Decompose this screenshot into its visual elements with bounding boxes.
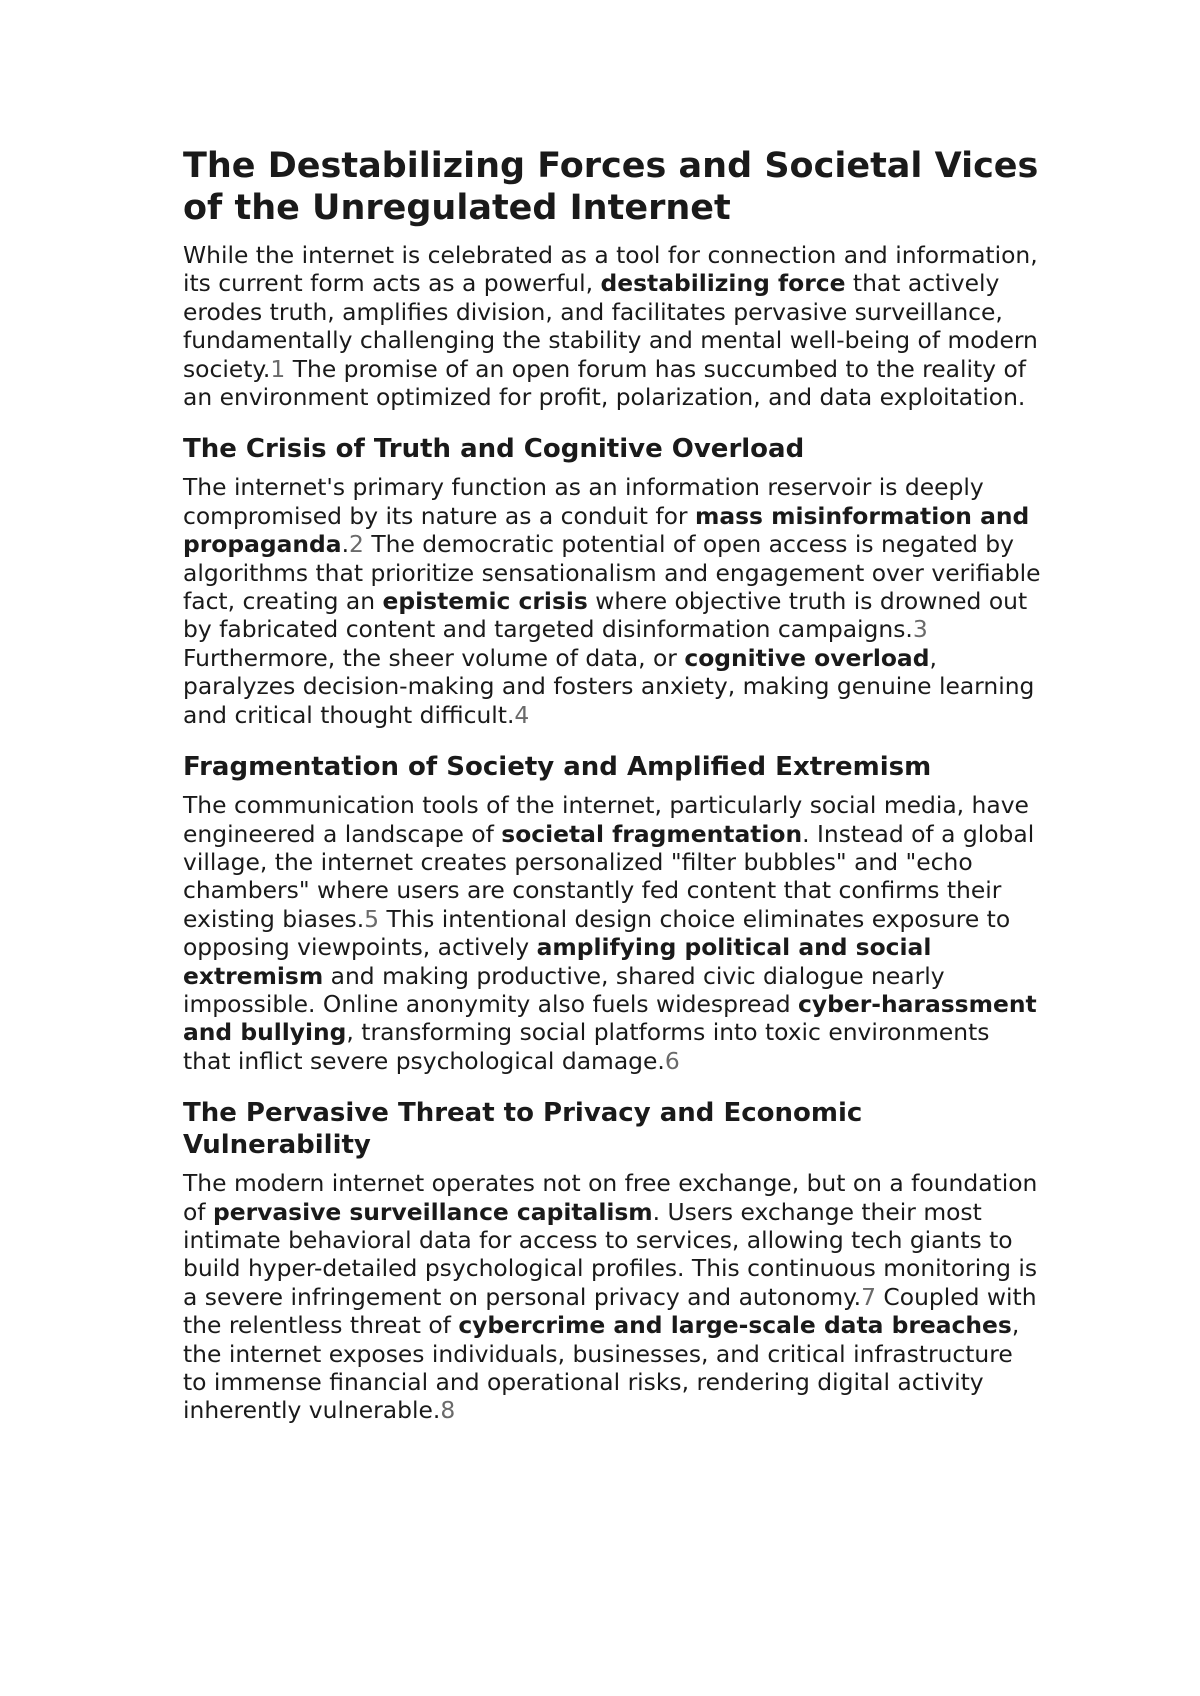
text-span: , the internet exposes individuals, businesses, and critical infrastructure to immense financial and operational risks, rendering digital activity inherently vulnerable.: [183, 1311, 1020, 1425]
text-span: that actively erodes truth, amplifies division, and facilitates pervasive surveillance, fundamentally challenging the stability and mental well-being of modern society.: [183, 269, 1038, 383]
text-span: . Instead of a global village, the internet creates personalized "filter bubbles" and "echo chambers" where users are constantly fed content that confirms their existing biases.: [183, 819, 1035, 933]
text-span: Coupled with the relentless threat of: [183, 1282, 1037, 1340]
document-page: [183, 145, 1043, 1447]
bold-phrase: mass misinformation and propaganda: [183, 501, 1030, 559]
text-span: , transforming social platforms into toxic environments that inflict severe psychological damage.: [183, 1018, 990, 1075]
section-paragraph-privacy: [183, 1169, 1043, 1425]
text-span: , paralyzes decision-making and fosters anxiety, making genuine learning and critical thought difficult.: [183, 643, 1035, 729]
text-span: .: [341, 530, 350, 559]
intro-paragraph: [183, 241, 1043, 411]
text-span: The modern internet operates not on free exchange, but on a foundation of: [183, 1169, 1038, 1226]
bold-phrase: cybercrime and large-scale data breaches: [458, 1311, 1012, 1340]
footnote-ref: 5: [364, 904, 380, 933]
footnote-ref: 1: [270, 354, 286, 383]
text-span: where objective truth is drowned out by fabricated content and targeted disinformation campaigns.: [183, 587, 1028, 644]
section-heading-truth: The Crisis of Truth and Cognitive Overload: [183, 434, 805, 465]
document-title: The Destabilizing Forces and Societal Vices of the Unregulated Internet: [183, 146, 1039, 228]
bold-phrase: cognitive overload: [684, 643, 930, 672]
section-heading-fragmentation: Fragmentation of Society and Amplified Extremism: [183, 752, 932, 783]
footnote-ref: 2: [349, 530, 364, 559]
bold-phrase: cyber-harassment and bullying: [183, 989, 1037, 1047]
text-span: This intentional design choice eliminates exposure to opposing viewpoints, actively: [183, 904, 1011, 962]
bold-phrase: pervasive surveillance capitalism: [212, 1197, 653, 1226]
footnote-ref: 6: [664, 1046, 680, 1075]
section-paragraph-truth: [183, 473, 1043, 729]
bold-phrase: destabilizing force: [600, 269, 846, 298]
section-paragraph-fragmentation: [183, 791, 1043, 1075]
footnote-ref: 4: [514, 700, 530, 729]
footnote-ref: 3: [912, 615, 928, 644]
text-span: Furthermore, the sheer volume of data, or: [183, 643, 685, 672]
text-span: The promise of an open forum has succumbed to the reality of an environment optimized for profit, polarization, and data exploitation.: [183, 354, 1026, 412]
text-span: The democratic potential of open access is negated by algorithms that prioritize sensationalism and engagement over verifiable fact, creating an: [183, 530, 1041, 616]
bold-phrase: epistemic crisis: [382, 587, 588, 616]
text-span: and making productive, shared civic dialogue nearly impossible. Online anonymity also fuels widespread: [183, 961, 945, 1018]
footnote-ref: 7: [861, 1282, 876, 1311]
text-span: . Users exchange their most intimate behavioral data for access to services, allowing tech giants to build hyper-detailed psychological profiles. This continuous monitoring is a severe infringement on personal privacy and autonomy.: [183, 1197, 1038, 1311]
bold-phrase: amplifying political and social extremism: [183, 933, 932, 990]
bold-phrase: societal fragmentation: [501, 819, 803, 848]
text-span: While the internet is celebrated as a tool for connection and information, its current form acts as a powerful,: [183, 241, 1038, 298]
text-span: The communication tools of the internet, particularly social media, have engineered a landscape of: [183, 791, 1029, 848]
footnote-ref: 8: [440, 1396, 456, 1425]
text-span: The internet's primary function as an information reservoir is deeply compromised by its nature as a conduit for: [183, 473, 984, 530]
section-heading-privacy: The Pervasive Threat to Privacy and Economic Vulnerability: [183, 1098, 863, 1161]
